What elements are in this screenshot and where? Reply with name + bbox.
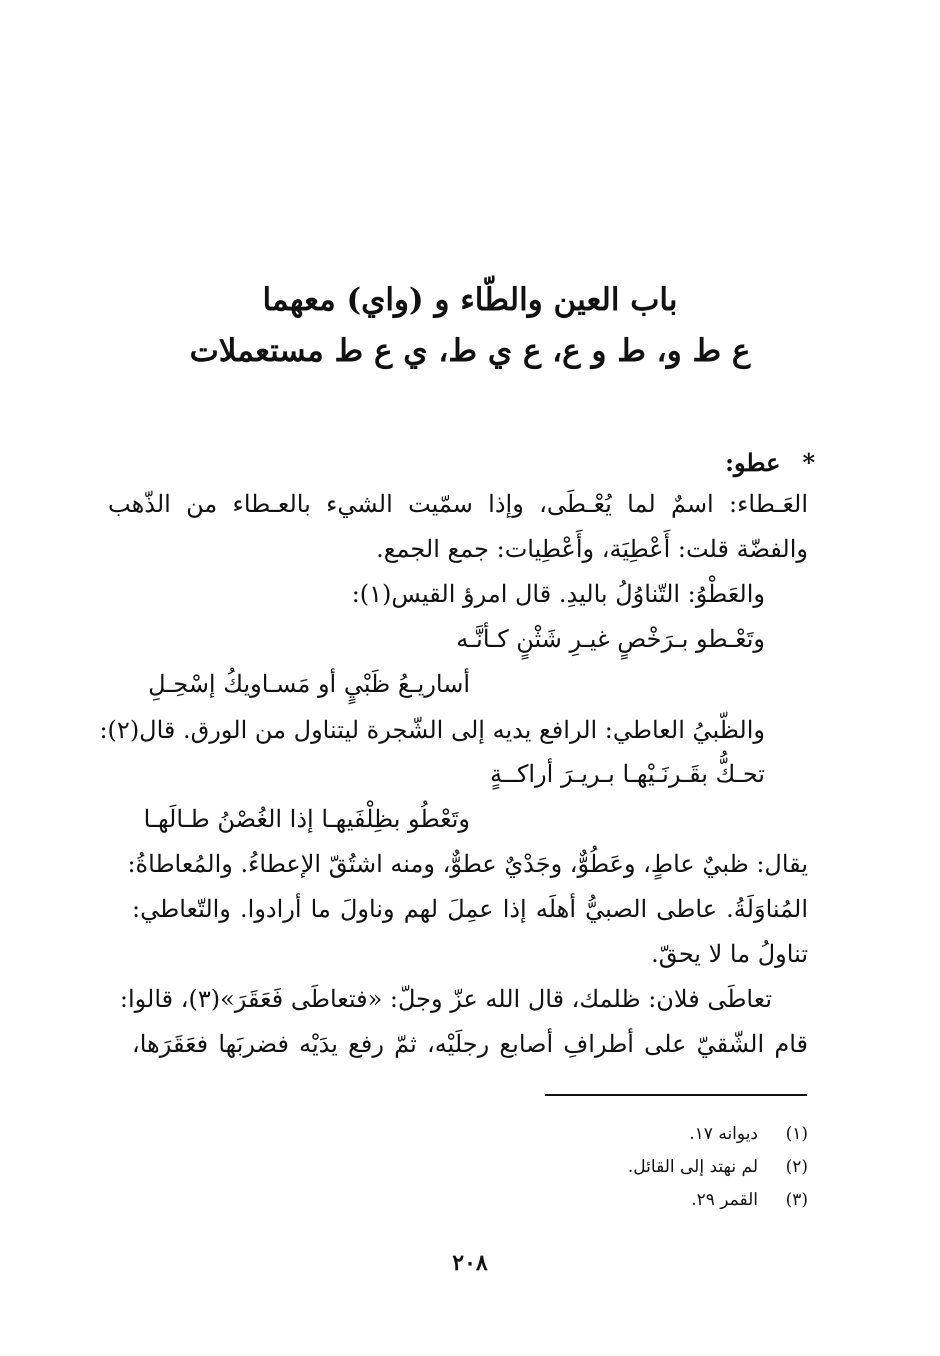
body-line: والفضّة قلت: أَعْطِيَة، وأَعْطِيات: جمع الجمع.: [376, 535, 808, 563]
footnote-text: لم نهتد إلى القائل.: [627, 1157, 758, 1177]
entry-marker: *: [802, 448, 815, 477]
verse-line: تحـكُّ بقَـرنَـيْهـا بـريـرَ أراكــةٍ: [490, 760, 765, 788]
chapter-subtitle: ع ط و، ط و ع، ع ي ط، ي ع ط مستعملات: [189, 333, 751, 369]
entry-headword: [725, 448, 815, 477]
footnote: [691, 1190, 808, 1210]
body-line: يقال: ظبيٌ عاطٍ، وعَطُوٌّ، وجَدْيٌ عطوٌّ، ومنه اشتُقّ الإعطاءُ. والمُعاطاةُ:: [127, 850, 808, 878]
footnote-separator: [545, 1094, 807, 1096]
body-line: تعاطَى فلان: ظلمك، قال الله عزّ وجلّ: «فتعاطَى فَعَقَرَ»(٣)، قالوا:: [119, 985, 772, 1013]
footnote: [689, 1124, 808, 1144]
entry-word: عطو:: [725, 448, 781, 477]
page-number: ٢٠٨: [452, 1250, 488, 1276]
body-line: قام الشّقيّ على أطرافِ أصابع رجلَيْه، ثمّ رفع يدَيْه فضربَها فعَقَرَها،: [132, 1030, 808, 1058]
body-line: العَـطاء: اسمٌ لما يُعْـطَى، وإذا سمّيت الشيء بالعـطاء من الذّهب: [108, 490, 808, 518]
footnote-number: (١): [785, 1124, 808, 1144]
body-line: والظّبيُ العاطي: الرافع يديه إلى الشّجرة ليتناول من الورق. قال(٢):: [99, 716, 765, 744]
body-line: والعَطْوُ: التّناوُلُ باليدِ. قال امرؤ القيس(١):: [351, 580, 765, 608]
verse-line: أساريـعُ ظَبْيٍ أو مَسـاويكُ إسْحِـلِ: [148, 670, 470, 698]
footnote-text: القمر ٢٩.: [691, 1190, 758, 1210]
body-line: تناولُ ما لا يحقّ.: [651, 940, 808, 968]
footnote: [628, 1157, 808, 1177]
footnote-text: ديوانه ١٧.: [689, 1124, 758, 1144]
footnote-number: (٣): [785, 1190, 808, 1210]
footnote-number: (٢): [785, 1157, 808, 1177]
body-line: المُناوَلَةُ. عاطى الصبيُّ أهلَه إذا عمِلَ لهم وناولَ ما أرادوا. والتّعاطي:: [132, 895, 808, 923]
chapter-title: باب العين والطّاء و (واي) معهما: [262, 282, 678, 318]
verse-line: وتَعْـطو بـرَخْصٍ غيـرِ شَثْنٍ كـأنَّـه: [456, 625, 765, 653]
verse-line: وتَعْطُو بظِلْفَيهـا إذا الغُصْنُ طـالَهـا: [143, 805, 470, 833]
